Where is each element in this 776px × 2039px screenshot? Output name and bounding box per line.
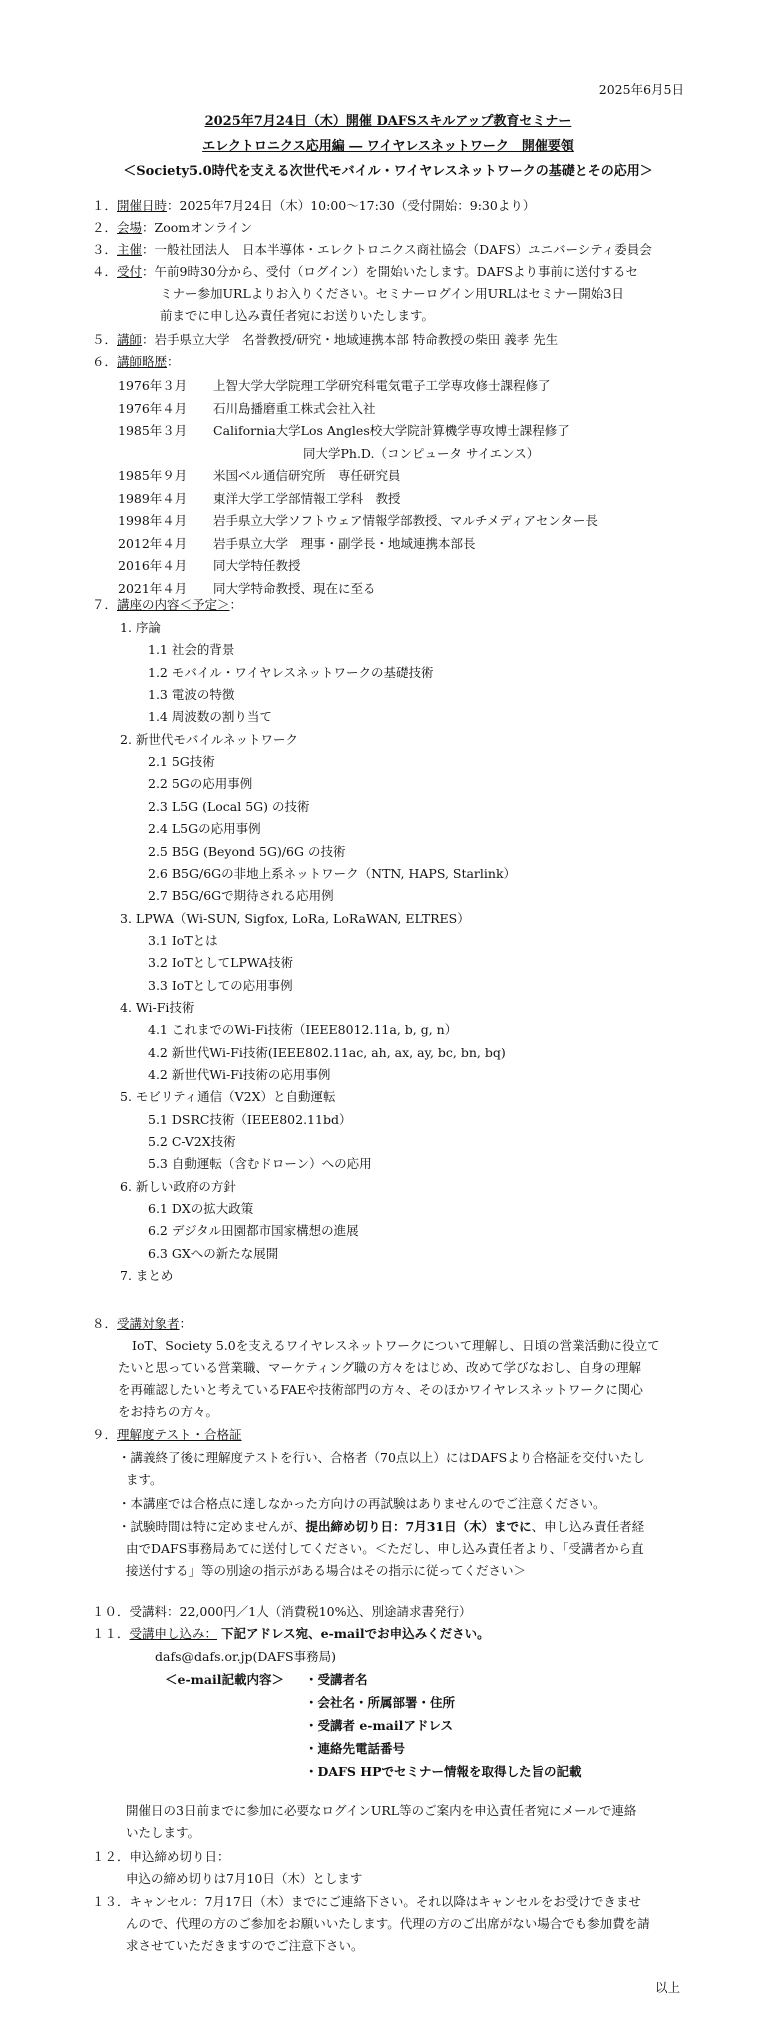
item-label: 受講対象者 — [117, 1316, 180, 1331]
career-text: California大学Los Angles校大学院計算機学専攻博士課程修了 — [213, 423, 570, 438]
item-label: 開催日時 — [117, 198, 168, 213]
test-bullet-2: ・本講座では合格点に達しなかった方向けの再試験はありませんのでご注意ください。 — [118, 1496, 606, 1511]
syllabus-section: 6.2 デジタル田園都市国家構想の進展 — [148, 1223, 359, 1239]
syllabus-section: 4.1 これまでのWi-Fi技術（IEEE8012.11a, b, g, n） — [148, 1022, 458, 1038]
career-date: 2016年４月 — [118, 558, 188, 573]
item-4 — [92, 261, 638, 283]
item-2 — [92, 217, 252, 239]
syllabus-section: 6.1 DXの拡大政策 — [148, 1201, 254, 1217]
syllabus-section: 2.1 5G技術 — [148, 754, 215, 770]
syllabus-section: 5.1 DSRC技術（IEEE802.11bd） — [148, 1111, 352, 1127]
cancel-line-1: キャンセル：7月17日（木）までにご連絡下さい。それ以降はキャンセルをお受けできませ — [129, 1894, 641, 1909]
test-bullet-3 — [118, 1516, 644, 1538]
syllabus-chapter: 7. まとめ — [120, 1268, 174, 1284]
target-line-1: IoT、Society 5.0を支えるワイヤレスネットワークについて理解し、日頃の営業活動に役立て — [132, 1338, 660, 1353]
career-text: 石川島播磨重工株式会社入社 — [213, 400, 376, 416]
syllabus-section: 5.2 C-V2X技術 — [148, 1134, 236, 1150]
item-number: ８． — [92, 1316, 118, 1331]
item-number: ３． — [92, 242, 118, 257]
syllabus-chapter: 2. 新世代モバイルネットワーク — [120, 731, 299, 747]
syllabus-chapter: 1. 序論 — [120, 620, 161, 635]
item-number: １１． — [92, 1626, 130, 1641]
item-10-fee — [92, 1601, 472, 1623]
career-row — [118, 488, 401, 510]
item-3 — [92, 239, 652, 261]
title-line-2: エレクトロニクス応用編 ― ワイヤレスネットワーク 開催要領 — [202, 139, 574, 154]
email-content-item: ・DAFS HPでセミナー情報を取得した旨の記載 — [305, 1764, 582, 1779]
document-date: 2025年6月5日 — [598, 82, 684, 97]
item-number: ２． — [92, 220, 118, 235]
career-text: 米国ベル通信研究所 専任研究員 — [213, 468, 401, 483]
item-4-line-2: ミナー参加URLよりお入りください。セミナーログイン用URLはセミナー開始3日 — [160, 286, 624, 301]
item-number: ７． — [92, 597, 118, 612]
item-number: ４． — [92, 264, 118, 279]
syllabus-section: 3.1 IoTとは — [148, 932, 218, 948]
item-number: １２． — [92, 1849, 130, 1864]
fee-text: 受講料：22,000円／1人（消費税10%込、別途請求書発行） — [129, 1604, 472, 1619]
closing-mark: 以上 — [654, 1980, 680, 1995]
item-label: 理解度テスト・合格証 — [117, 1427, 242, 1442]
syllabus-chapter: 5. モビリティ通信（V2X）と自動運転 — [120, 1089, 336, 1105]
test-bullet-3-pre: ・試験時間は特に定めませんが、 — [118, 1519, 306, 1534]
career-date: 1989年４月 — [118, 490, 188, 506]
syllabus-section: 1.1 社会的背景 — [148, 642, 235, 658]
test-bullet-1-cont: ます。 — [126, 1472, 163, 1487]
test-deadline-bold: 提出締め切り日：7月31日（木）までに — [305, 1519, 532, 1534]
email-content-item: ・受講者名 — [305, 1672, 368, 1687]
item-label: 会場 — [117, 220, 143, 235]
test-bullet-3-line-3: 接送付する」等の別途の指示がある場合はその指示に従ってください＞ — [126, 1563, 527, 1578]
career-text: 同大学Ph.D.（コンピュータ サイエンス） — [303, 445, 540, 461]
syllabus-section: 2.5 B5G (Beyond 5G)/6G の技術 — [148, 843, 346, 859]
email-contents-label: ＜e-mail記載内容＞ — [165, 1672, 284, 1687]
item-label: 講師 — [117, 332, 143, 347]
career-row — [118, 533, 476, 555]
apply-email: dafs@dafs.or.jp(DAFS事務局) — [155, 1649, 336, 1664]
career-row — [118, 510, 598, 532]
item-12-deadline — [92, 1846, 230, 1868]
item-label: 主催 — [117, 242, 143, 257]
career-row — [118, 398, 376, 420]
cancel-line-3: 求させていただきますのでご注意下さい。 — [126, 1938, 364, 1953]
syllabus-section: 1.4 周波数の割り当て — [148, 709, 272, 725]
syllabus-section: 2.6 B5G/6Gの非地上系ネットワーク（NTN, HAPS, Starlink） — [148, 865, 517, 881]
item-9 — [92, 1424, 242, 1446]
syllabus-section: 2.3 L5G (Local 5G) の技術 — [148, 798, 310, 814]
career-text: 上智大学大学院理工学研究科電気電子工学専攻修士課程修了 — [213, 378, 551, 393]
career-text: 東洋大学工学部情報工学科 教授 — [213, 490, 401, 506]
item-8 — [92, 1313, 192, 1335]
title-line-3: ＜Society5.0時代を支える次世代モバイル・ワイヤレスネットワークの基礎とその応用＞ — [123, 164, 653, 179]
deadline-label: 申込締め切り日： — [129, 1849, 230, 1864]
career-text: 同大学特任教授 — [213, 558, 301, 573]
syllabus-section: 2.2 5Gの応用事例 — [148, 776, 253, 792]
item-1 — [92, 195, 535, 217]
item-number: ９． — [92, 1427, 118, 1442]
item-text: ：Zoomオンライン — [142, 220, 253, 235]
item-text: ：岩手県立大学 名誉教授/研究・地域連携本部 特命教授の柴田 義孝 先生 — [142, 332, 559, 347]
email-content-item: ・会社名・所属部署・住所 — [305, 1695, 456, 1710]
item-7 — [92, 594, 242, 616]
test-bullet-3-post: 、申し込み責任者経 — [531, 1519, 645, 1534]
item-6 — [92, 351, 180, 373]
syllabus-section: 3.3 IoTとしての応用事例 — [148, 977, 293, 993]
syllabus-section: 4.2 新世代Wi-Fi技術の応用事例 — [148, 1067, 331, 1082]
syllabus-chapter: 3. LPWA（Wi-SUN, Sigfox, LoRa, LoRaWAN, ELTRES） — [120, 910, 470, 926]
item-text: ：一般社団法人 日本半導体・エレクトロニクス商社協会（DAFS）ユニバーシティ委員会 — [142, 242, 652, 257]
item-number: ６． — [92, 354, 118, 369]
career-text: 岩手県立大学 理事・副学長・地域連携本部長 — [213, 535, 476, 551]
career-text: 同大学特命教授、現在に至る — [213, 580, 376, 596]
item-11-apply — [92, 1623, 490, 1645]
item-5 — [92, 329, 558, 351]
item-text: ：午前9時30分から、受付（ログイン）を開始いたします。DAFSより事前に送付するセ — [142, 264, 639, 279]
syllabus-section: 2.7 B5G/6Gで期待される応用例 — [148, 888, 334, 904]
career-date: 2021年４月 — [118, 580, 188, 596]
item-label: 講座の内容＜予定＞ — [117, 597, 230, 612]
career-text: 岩手県立大学ソフトウェア情報学部教授、マルチメディアセンター長 — [213, 513, 598, 528]
career-row — [118, 465, 401, 487]
notice-line-2: いたします。 — [126, 1825, 201, 1840]
cancel-line-2: んので、代理の方のご参加をお願いいたします。代理の方のご出席がない場合でも参加費を請 — [126, 1916, 650, 1931]
email-content-item: ・受講者 e-mailアドレス — [305, 1718, 453, 1733]
target-line-4: をお持ちの方々。 — [118, 1404, 219, 1419]
syllabus-section: 1.3 電波の特徴 — [148, 687, 235, 703]
title-line-1: 2025年7月24日（木）開催 DAFSスキルアップ教育セミナー — [204, 114, 572, 129]
apply-label: 受講申し込み： — [129, 1626, 218, 1641]
item-number: １． — [92, 198, 118, 213]
career-date: 1976年４月 — [118, 400, 188, 416]
email-content-item: ・連絡先電話番号 — [305, 1741, 406, 1756]
syllabus-chapter: 4. Wi-Fi技術 — [120, 999, 195, 1015]
test-bullet-3-line-2: 由でDAFS事務局あてに送付してください。＜ただし、申し込み責任者より、「受講者から直 — [126, 1541, 644, 1556]
item-4-line-3: 前までに申し込み責任者宛にお送りいたします。 — [160, 308, 435, 323]
test-bullet-1: ・講義終了後に理解度テストを行い、合格者（70点以上）にはDAFSより合格証を交付いたし — [118, 1450, 645, 1465]
item-number: １３． — [92, 1894, 130, 1909]
notice-line-1: 開催日の3日前までに参加に必要なログインURL等のご案内を申込責任者宛にメールで連絡 — [126, 1803, 637, 1818]
syllabus-section: 3.2 IoTとしてLPWA技術 — [148, 955, 294, 971]
item-text: ：2025年7月24日（木）10:00～17:30（受付開始：9:30より） — [167, 198, 536, 213]
item-text: ： — [179, 1316, 193, 1331]
deadline-text: 申込の締め切りは7月10日（木）とします — [126, 1871, 363, 1886]
career-row — [118, 420, 570, 442]
item-text: ： — [167, 354, 180, 369]
target-line-2: たいと思っている営業職、マーケティング職の方々をはじめ、改めて学びなおし、自身の理解 — [118, 1360, 642, 1375]
apply-instruction: 下記アドレス宛、e-mailでお申込みください。 — [221, 1626, 490, 1641]
career-row — [118, 555, 301, 577]
career-date: 1985年９月 — [118, 468, 188, 483]
target-line-3: を再確認したいと考えているFAEや技術部門の方々、そのほかワイヤレスネットワークに関心 — [118, 1382, 643, 1397]
syllabus-section: 4.2 新世代Wi-Fi技術(IEEE802.11ac, ah, ax, ay, bc, bn, bq) — [148, 1044, 506, 1060]
item-number: １０． — [92, 1604, 130, 1619]
career-date: 1976年３月 — [118, 378, 188, 393]
career-date: 1998年４月 — [118, 513, 188, 528]
syllabus-section: 1.2 モバイル・ワイヤレスネットワークの基礎技術 — [148, 664, 434, 680]
syllabus-chapter: 6. 新しい政府の方針 — [120, 1178, 236, 1194]
item-text: ： — [229, 597, 243, 612]
career-row — [118, 375, 551, 397]
career-date: 2012年４月 — [118, 535, 188, 551]
syllabus-section: 6.3 GXへの新たな展開 — [148, 1245, 279, 1261]
career-row — [118, 443, 539, 465]
syllabus-section: 5.3 自動運転（含むドローン）への応用 — [148, 1156, 372, 1172]
item-13-cancel — [92, 1891, 641, 1913]
career-date: 1985年３月 — [118, 423, 188, 438]
item-label: 講師略歴 — [117, 354, 168, 369]
item-label: 受付 — [117, 264, 143, 279]
syllabus-section: 2.4 L5Gの応用事例 — [148, 821, 261, 837]
item-number: ５． — [92, 332, 118, 347]
